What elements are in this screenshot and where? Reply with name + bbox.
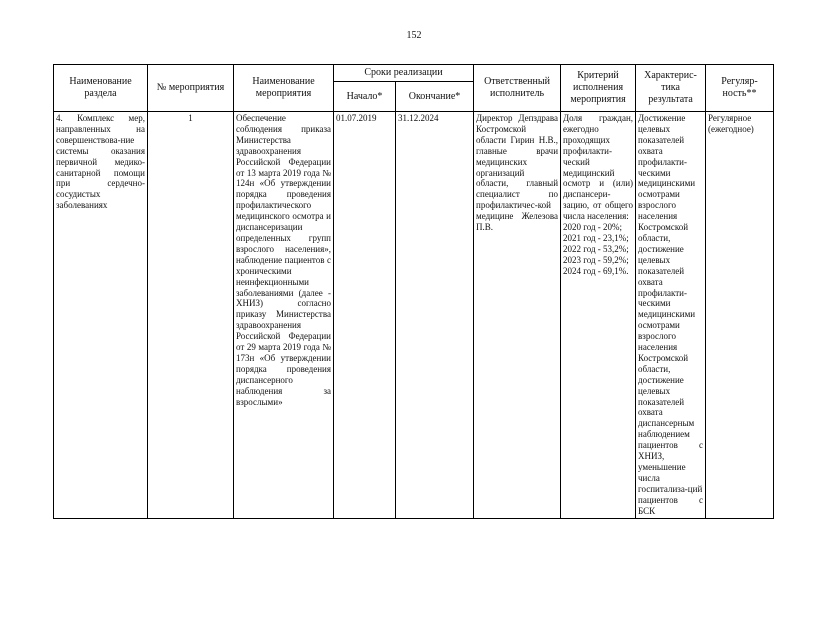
cell-section: 4. Комплекс мер, направленных на совершенствова-ние системы оказания первичной медико-санитарной помощи при сердечно-сосудистых заболеваниях — [54, 112, 148, 519]
header-end: Окончание* — [396, 82, 474, 112]
page-number: 152 — [406, 30, 422, 41]
cell-event: Обеспечение соблюдения приказа Министерства здравоохранения Российской Федерации от 13 марта 2019 года № 124н «Об утверждении порядка проведения профилактического медицинского осмотра и диспансеризации определенных групп взрослого населения», наблюдение пациентов с хроническими неинфекционными заболеваниями (далее - ХНИЗ) согласно приказу Министерства здравоохранения Российской Федерации от 29 марта 2019 года № 173н «Об утверждении порядка проведения диспансерного наблюдения за взрослыми» — [234, 112, 334, 519]
cell-criterion: Доля граждан, ежегодно проходящих профилакти-ческий медицинский осмотр и (или) диспансери-зацию, от общего числа населения: 2020 год - 20%; 2021 год - 23,1%; 2022 год - 53,2%; 2023 год - 59,2%; 2024 год - 69,1%. — [561, 112, 636, 519]
header-result: Характерис-тика результата — [636, 65, 706, 112]
cell-result: Достижение целевых показателей охвата профилакти-ческими медицинскими осмотрами взрослого населения Костромской области, достижение целевых показателей охвата профилакти-ческими медицинскими осмотрами взрослого населения Костромской области, достижение целевых показателей охвата диспансерным наблюдением пациентов с ХНИЗ, уменьшение числа госпитализа-ций пациентов с БСК — [636, 112, 706, 519]
header-period: Сроки реализации — [334, 65, 474, 82]
cell-regularity: Регулярное (ежегодное) — [706, 112, 774, 519]
header-start: Начало* — [334, 82, 396, 112]
header-event: Наименование мероприятия — [234, 65, 334, 112]
cell-end: 31.12.2024 — [396, 112, 474, 519]
header-section: Наименование раздела — [54, 65, 148, 112]
header-regularity: Регуляр-ность** — [706, 65, 774, 112]
table-row — [54, 112, 774, 519]
cell-responsible: Директор Депздрава Костромской области Гирин Н.В., главные врачи медицинских организаций области, главный специалист по профилактичес-кой медицине Железова П.В. — [474, 112, 561, 519]
action-plan-table — [53, 64, 774, 519]
cell-start: 01.07.2019 — [334, 112, 396, 519]
header-number: № мероприятия — [148, 65, 234, 112]
header-criterion: Критерий исполнения мероприятия — [561, 65, 636, 112]
header-responsible: Ответственный исполнитель — [474, 65, 561, 112]
cell-number: 1 — [148, 112, 234, 519]
